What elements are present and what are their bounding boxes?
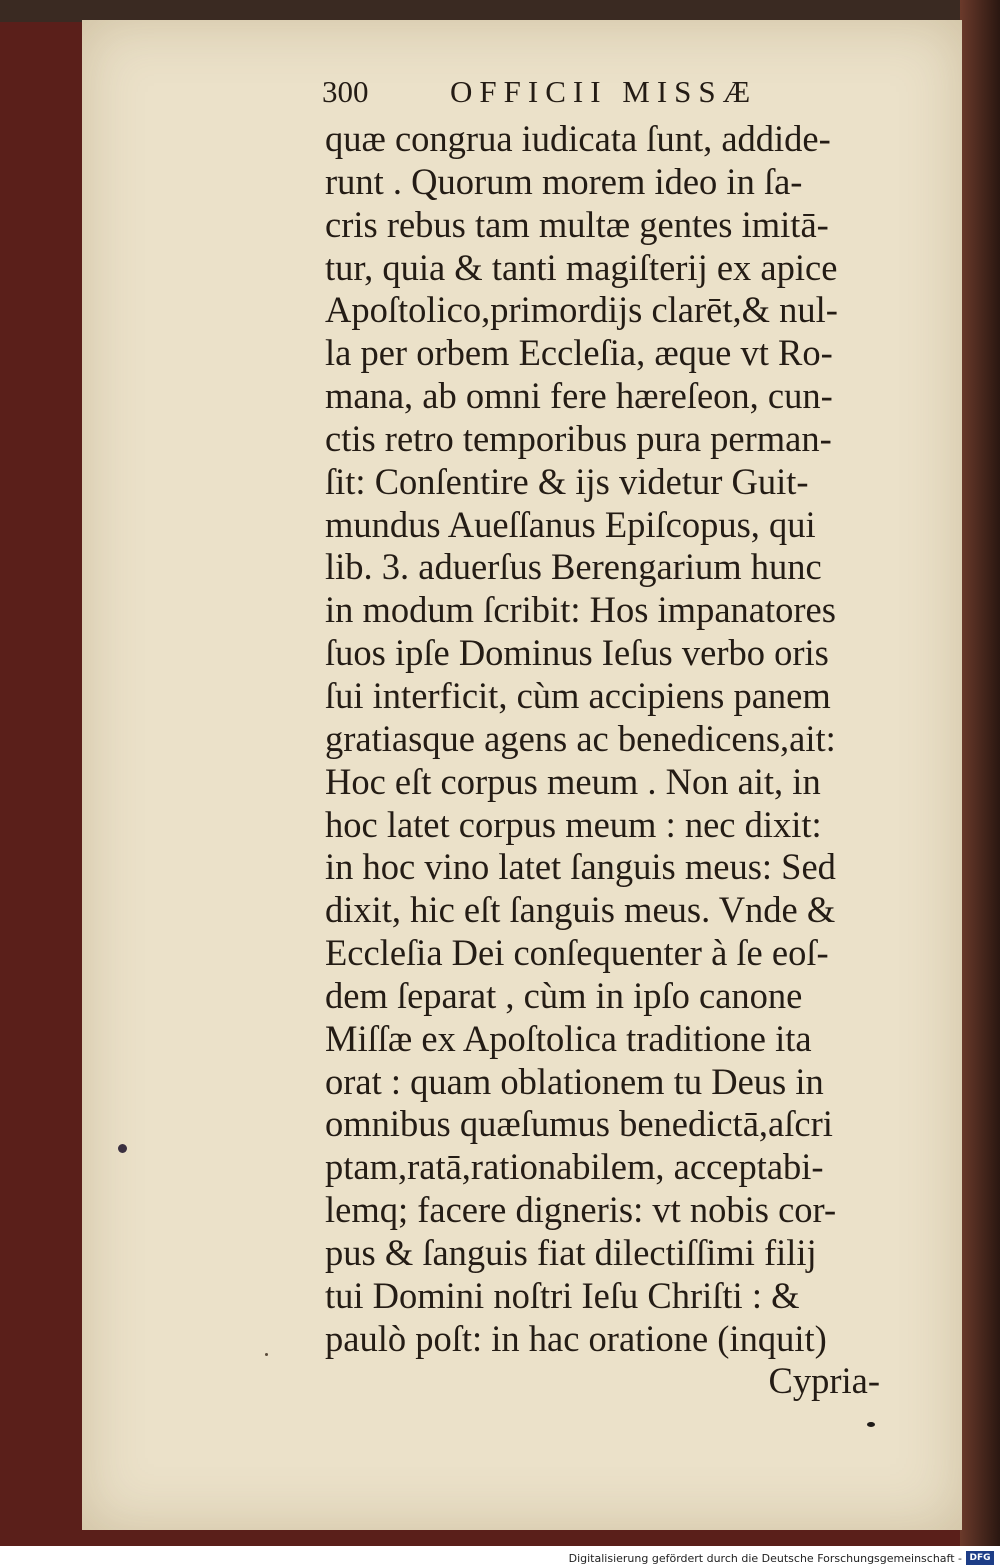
running-head-title: OFFICII MISSÆ <box>450 74 758 109</box>
book-binding-edge <box>960 0 1000 1568</box>
text-line: paulò poſt: in hac oratione (inquit) <box>325 1317 827 1359</box>
ink-speck <box>867 1422 875 1427</box>
running-head <box>322 74 882 114</box>
dfg-logo: DFG <box>966 1551 994 1565</box>
text-line: ſui interficit, cùm accipiens panem <box>325 674 831 716</box>
text-line: ctis retro temporibus pura perman- <box>325 417 832 459</box>
catchword: Cypria- <box>768 1360 880 1402</box>
text-line: in hoc vino latet ſanguis meus: Sed <box>325 846 836 888</box>
body-text <box>325 118 880 1403</box>
text-line: mundus Aueſſanus Epiſcopus, qui <box>325 503 816 545</box>
text-line: Hoc eſt corpus meum . Non ait, in <box>325 760 821 802</box>
digitization-footer <box>0 1546 1000 1568</box>
text-line: ptam,ratā,rationabilem, acceptabi- <box>325 1146 824 1188</box>
text-line: ſit: Conſentire & ijs videtur Guit- <box>325 460 809 502</box>
ink-speck <box>118 1144 127 1153</box>
text-line: runt . Quorum morem ideo in ſa- <box>325 160 803 202</box>
text-line: cris rebus tam multæ gentes imitā- <box>325 203 829 245</box>
text-line: tui Domini noſtri Ieſu Chriſti : & <box>325 1274 800 1316</box>
text-line: gratiasque agens ac benedicens,ait: <box>325 717 836 759</box>
book-top-edge <box>0 0 1000 22</box>
text-line: Eccleſia Dei conſequenter à ſe eoſ- <box>325 932 829 974</box>
text-line: lib. 3. aduerſus Berengarium hunc <box>325 546 822 588</box>
text-line: Miſſæ ex Apoſtolica traditione ita <box>325 1017 812 1059</box>
text-line: hoc latet corpus meum : nec dixit: <box>325 803 822 845</box>
text-line: tur, quia & tanti magiſterij ex apice <box>325 246 838 288</box>
funding-credit: Digitalisierung gefördert durch die Deutsche Forschungsgemeinschaft - <box>568 1552 962 1565</box>
text-line: mana, ab omni fere hæreſeon, cun- <box>325 375 833 417</box>
text-line: quæ congrua iudicata ſunt, addide- <box>325 118 831 159</box>
text-line: omnibus quæſumus benedictā,aſcri <box>325 1103 833 1145</box>
text-line: orat : quam oblationem tu Deus in <box>325 1060 824 1102</box>
text-line: la per orbem Eccleſia, æque vt Ro- <box>325 332 833 374</box>
text-line: dem ſeparat , cùm in ipſo canone <box>325 974 803 1016</box>
text-line: lemq; facere digneris: vt nobis cor- <box>325 1189 837 1231</box>
ink-speck <box>265 1353 268 1356</box>
page-number: 300 <box>322 74 369 109</box>
text-line: Apoſtolico,primordijs clarēt,& nul- <box>325 289 838 331</box>
text-line: ſuos ipſe Dominus Ieſus verbo oris <box>325 632 829 674</box>
text-line: pus & ſanguis fiat dilectiſſimi filij <box>325 1231 817 1273</box>
text-line: in modum ſcribit: Hos impanatores <box>325 589 836 631</box>
text-line: dixit, hic eſt ſanguis meus. Vnde & <box>325 889 836 931</box>
